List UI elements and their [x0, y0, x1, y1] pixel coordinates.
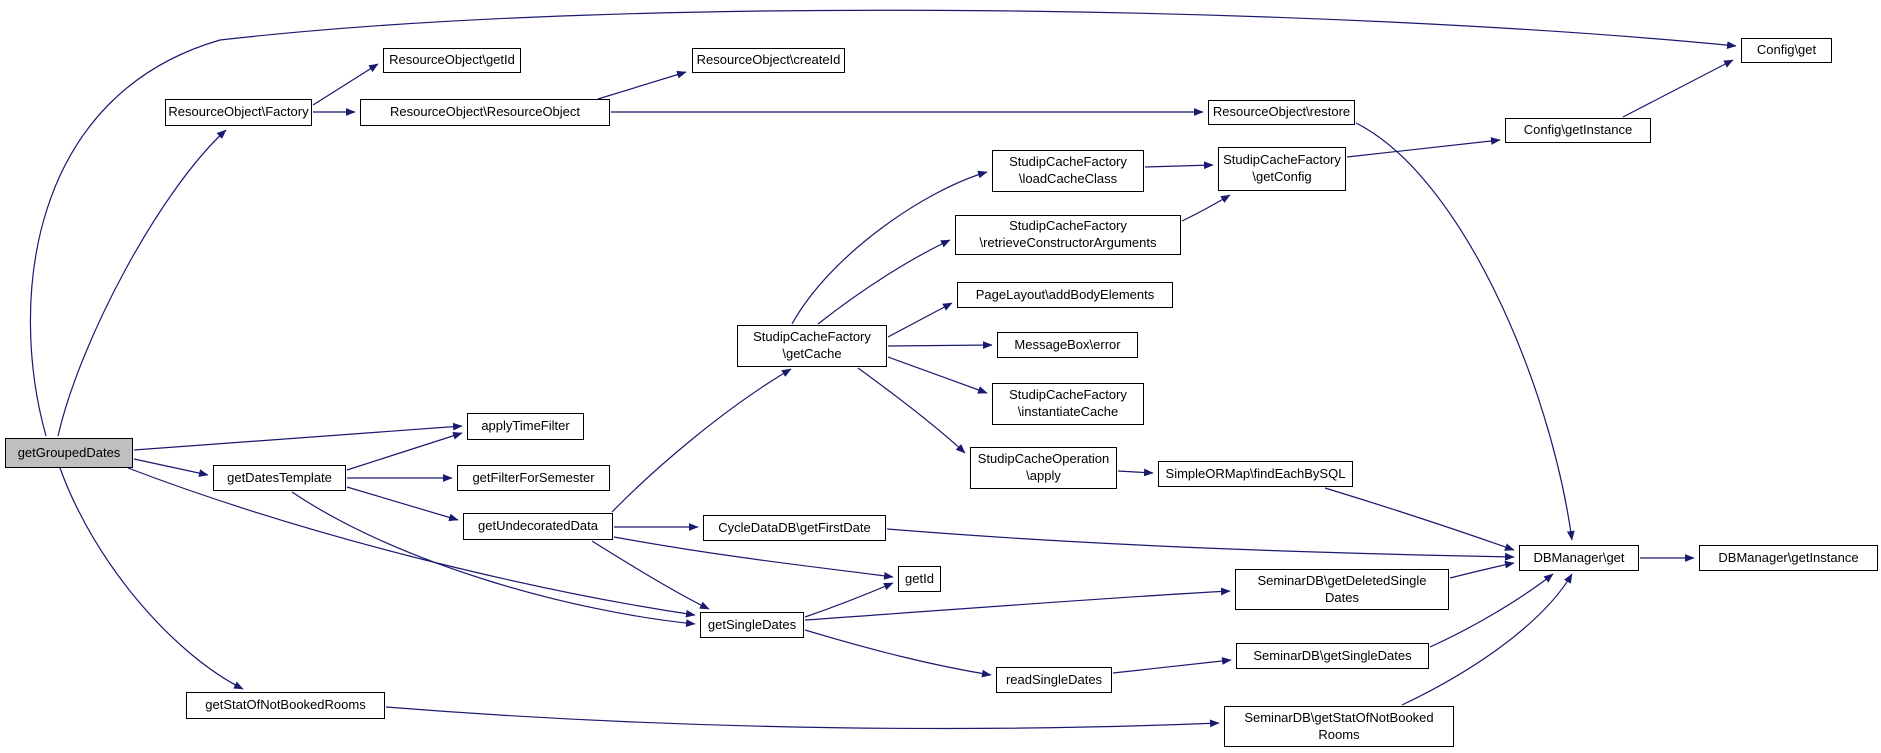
graph-node-getundecorateddata[interactable]	[463, 513, 613, 540]
graph-node-label: \apply	[1026, 468, 1061, 483]
graph-node-label: SeminarDB\getDeletedSingle	[1257, 572, 1427, 588]
graph-node-label: getFilterForSemester	[472, 469, 595, 485]
graph-node-label: Rooms	[1318, 726, 1360, 742]
graph-node-resourceobject-factory[interactable]	[165, 99, 312, 126]
graph-node-label: \retrieveConstructorArguments	[979, 235, 1157, 250]
graph-node-messagebox-error[interactable]	[997, 332, 1138, 358]
graph-node-label: ResourceObject\getId	[389, 52, 515, 68]
graph-node-cycledatadb-getfirstdate[interactable]	[703, 515, 886, 541]
graph-node-label: Dates	[1325, 589, 1359, 605]
graph-node-getstatofnotbookedrooms[interactable]	[186, 692, 385, 719]
call-edge-studipcachefactory-loadcacheclass--studipcachefactory-getconfig	[1145, 165, 1213, 167]
graph-node-getdatestemplate[interactable]	[213, 465, 346, 491]
call-edge-getstatofnotbookedrooms--seminardb-getstatofnotbookedrooms	[386, 707, 1219, 728]
graph-node-label: getStatOfNotBookedRooms	[205, 697, 366, 713]
graph-node-label: \instantiateCache	[1017, 404, 1119, 419]
graph-node-label: ResourceObject\Factory	[168, 104, 309, 120]
graph-node-label: DBManager\get	[1533, 549, 1625, 565]
call-edge-getundecorateddata--getid	[614, 537, 893, 577]
graph-node-label: applyTimeFilter	[481, 418, 570, 434]
call-edge-seminardb-getdeletedsingledates--dbmanager-get	[1450, 563, 1514, 578]
graph-node-label: \getConfig	[1252, 169, 1312, 184]
graph-node-label: PageLayout\addBodyElements	[975, 286, 1155, 302]
graph-node-label: StudipCacheFactory	[1009, 387, 1127, 403]
graph-node-label: getGroupedDates	[17, 444, 121, 460]
graph-node-dbmanager-getinstance[interactable]	[1699, 545, 1878, 571]
call-edge-getdatestemplate--getsingledates	[292, 492, 695, 624]
call-edge-studipcachefactory-getcache--studipcachefactory-retrieveconstructorarguments	[818, 240, 950, 324]
graph-node-studipcacheoperation-apply[interactable]	[970, 447, 1117, 489]
graph-node-label: StudipCacheFactory	[1009, 218, 1127, 234]
graph-node-label: CycleDataDB\getFirstDate	[718, 519, 871, 535]
graph-node-seminardb-getsingledates[interactable]	[1236, 643, 1429, 669]
call-edge-studipcachefactory-getcache--studipcacheoperation-apply	[858, 368, 965, 453]
graph-node-label: ResourceObject\ResourceObject	[389, 104, 581, 120]
graph-node-label: SimpleORMap\findEachBySQL	[1165, 465, 1346, 481]
call-edge-studipcachefactory-getcache--messagebox-error	[888, 345, 992, 346]
graph-node-studipcachefactory-getconfig[interactable]	[1218, 147, 1346, 191]
graph-node-getsingledates[interactable]	[700, 612, 804, 638]
call-edge-studipcachefactory-getcache--pagelayout-addbodyelements	[888, 303, 952, 337]
call-edge-getsingledates--readsingledates	[805, 630, 991, 675]
call-edge-getGroupedDates--getstatofnotbookedrooms	[60, 468, 243, 689]
graph-node-label: readSingleDates	[1005, 671, 1103, 687]
call-edge-getdatestemplate--applytimefilter	[347, 433, 462, 470]
graph-node-seminardb-getstatofnotbookedrooms[interactable]	[1224, 706, 1454, 747]
graph-node-pagelayout-addbodyelements[interactable]	[957, 282, 1173, 308]
call-edge-getundecorateddata--getsingledates	[592, 541, 709, 609]
call-edge-resourceobject-resourceobject--resourceobject-createid	[598, 72, 686, 99]
graph-node-label: StudipCacheFactory	[753, 329, 871, 345]
graph-node-studipcachefactory-loadcacheclass[interactable]	[992, 150, 1144, 192]
graph-node-getfilterforsemester[interactable]	[457, 465, 610, 491]
graph-node-studipcachefactory-instantiatecache[interactable]	[992, 383, 1144, 425]
graph-node-label: ResourceObject\restore	[1212, 104, 1351, 120]
graph-node-simpleormap-findeachbysql[interactable]	[1158, 461, 1353, 487]
graph-node-resourceobject-restore[interactable]	[1208, 100, 1355, 125]
graph-node-readsingledates[interactable]	[996, 667, 1112, 693]
call-edge-getundecorateddata--studipcachefactory-getcache	[612, 369, 791, 512]
graph-node-label: SeminarDB\getStatOfNotBooked	[1244, 709, 1434, 725]
graph-node-dbmanager-get[interactable]	[1519, 545, 1639, 571]
graph-node-label: getDatesTemplate	[227, 469, 332, 485]
graph-node-label: \getCache	[782, 346, 842, 361]
graph-node-label: StudipCacheFactory	[1223, 152, 1341, 168]
graph-node-studipcachefactory-retrieveconstructorarguments[interactable]	[955, 215, 1181, 255]
graph-node-getGroupedDates[interactable]	[5, 438, 133, 468]
graph-node-label: DBManager\getInstance	[1718, 549, 1859, 565]
graph-node-studipcachefactory-getcache[interactable]	[737, 325, 887, 367]
graph-node-applytimefilter[interactable]	[467, 413, 584, 440]
call-edge-studipcachefactory-retrieveconstructorarguments--studipcachefactory-getconfig	[1182, 195, 1230, 221]
call-edge-getsingledates--getid	[805, 583, 893, 617]
call-edge-cycledatadb-getfirstdate--dbmanager-get	[887, 529, 1514, 557]
graph-node-label: SeminarDB\getSingleDates	[1253, 647, 1412, 663]
call-edge-getGroupedDates--applytimefilter	[134, 426, 462, 450]
call-edge-config-getinstance--config-get	[1623, 60, 1733, 117]
call-edge-studipcacheoperation-apply--simpleormap-findeachbysql	[1118, 471, 1153, 473]
call-edge-getsingledates--seminardb-getdeletedsingledates	[805, 591, 1230, 620]
graph-node-label: getUndecoratedData	[478, 518, 598, 534]
graph-node-resourceobject-createid[interactable]	[692, 48, 845, 73]
call-edge-getGroupedDates--getdatestemplate	[134, 459, 208, 475]
call-edge-readsingledates--seminardb-getsingledates	[1113, 660, 1231, 673]
graph-node-getid[interactable]	[898, 566, 941, 592]
call-edge-getGroupedDates--config-get	[30, 10, 1736, 436]
graph-node-label: ResourceObject\createId	[696, 52, 841, 68]
call-edge-simpleormap-findeachbysql--dbmanager-get	[1325, 488, 1514, 550]
graph-node-label: Config\getInstance	[1523, 122, 1633, 138]
graph-node-config-getinstance[interactable]	[1505, 118, 1651, 143]
graph-node-label: getId	[905, 570, 934, 586]
call-edge-getGroupedDates--resourceobject-factory	[58, 130, 226, 436]
call-edge-getdatestemplate--getundecorateddata	[347, 487, 458, 520]
call-edge-studipcachefactory-getconfig--config-getinstance	[1347, 140, 1500, 157]
graph-node-config-get[interactable]	[1741, 38, 1832, 63]
call-edge-studipcachefactory-getcache--studipcachefactory-instantiatecache	[888, 357, 987, 393]
graph-node-resourceobject-getid[interactable]	[383, 48, 521, 73]
call-edge-resourceobject-restore--dbmanager-get	[1356, 123, 1572, 540]
graph-node-label: StudipCacheOperation	[977, 451, 1110, 467]
graph-node-label: getSingleDates	[707, 616, 797, 632]
graph-node-label: Config\get	[1756, 42, 1817, 58]
graph-node-label: \loadCacheClass	[1018, 171, 1118, 186]
graph-node-seminardb-getdeletedsingledates[interactable]	[1235, 569, 1449, 610]
graph-node-label: StudipCacheFactory	[1009, 154, 1127, 170]
graph-node-label: MessageBox\error	[1014, 336, 1121, 352]
graph-node-resourceobject-resourceobject[interactable]	[360, 99, 610, 126]
